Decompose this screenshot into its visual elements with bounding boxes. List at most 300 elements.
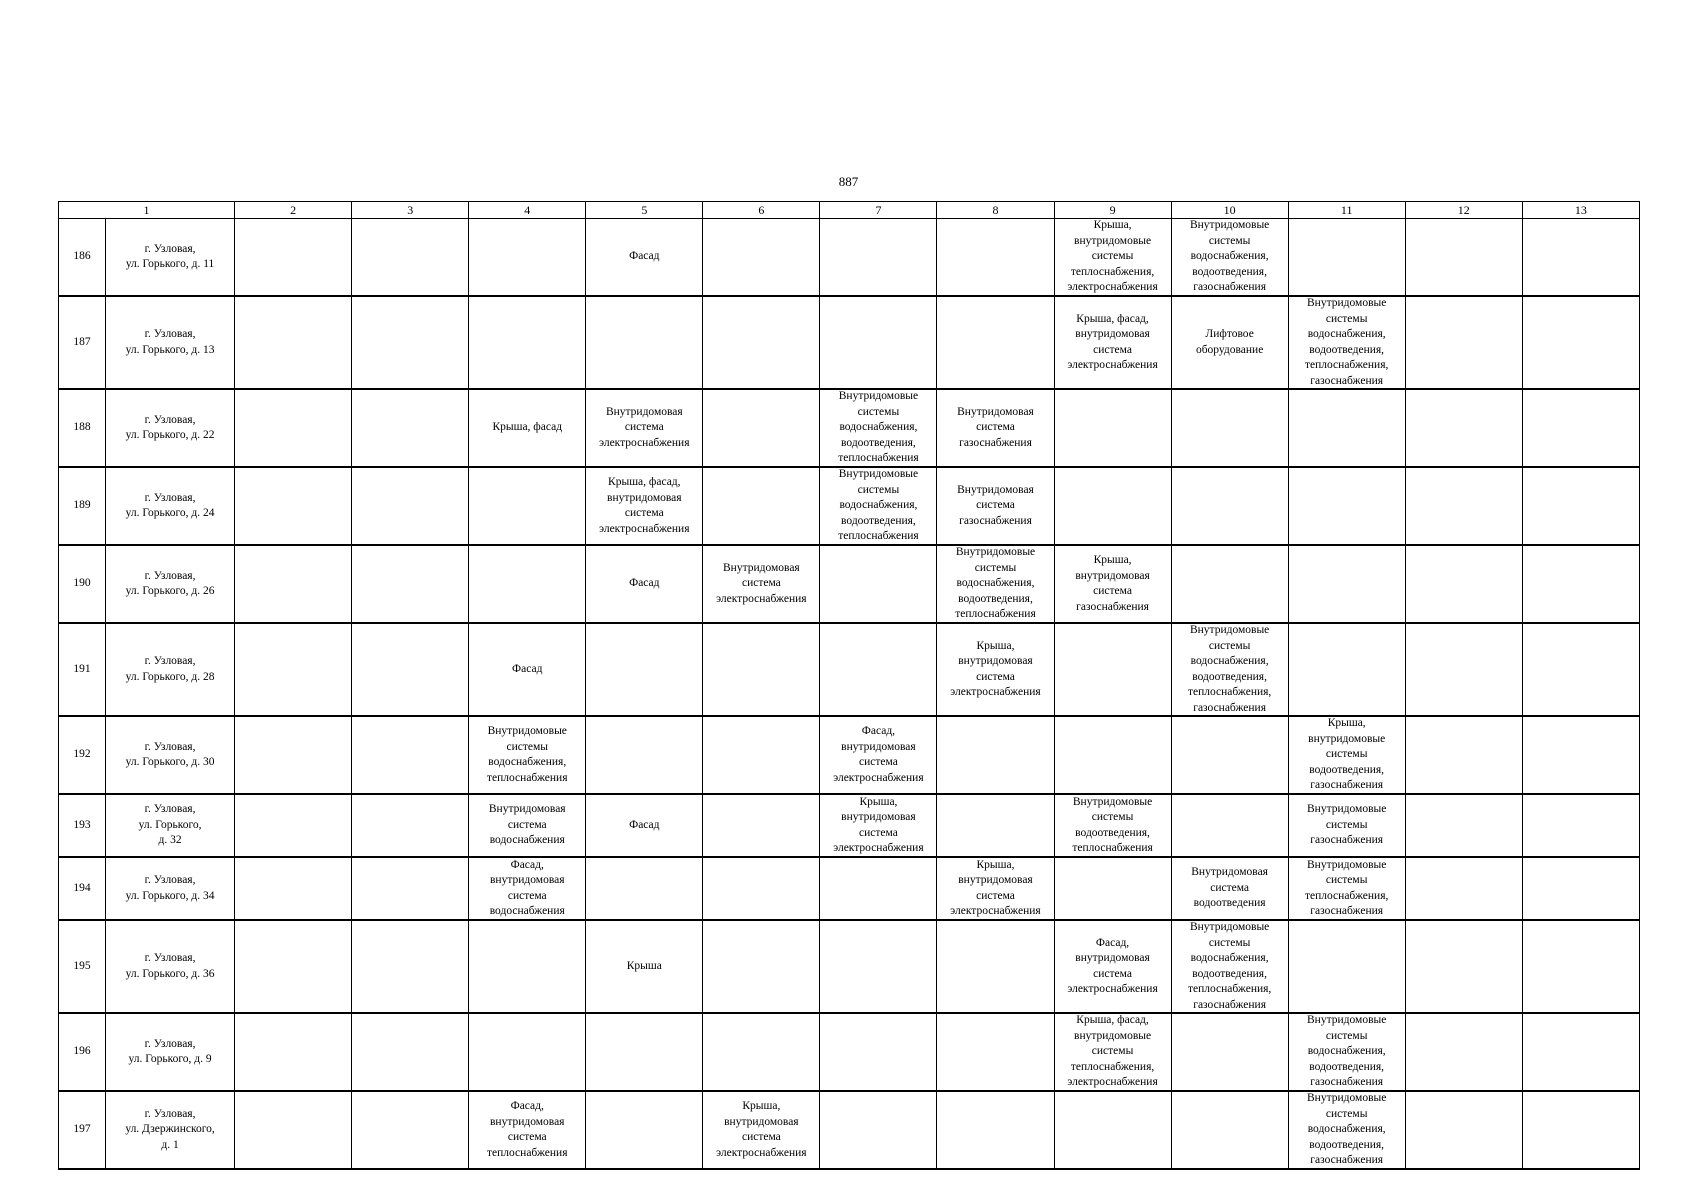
cell-text: Фасад — [512, 662, 543, 675]
work-cell-4 — [469, 920, 586, 1013]
cell-text: Внутридомовые системы водоснабжения, водоотведения, теплоснабжения — [838, 468, 919, 543]
work-text — [1174, 1014, 1286, 1090]
cell-text: г. Узловая, ул. Горького, д. 13 — [125, 328, 215, 356]
column-header-12: 12 — [1405, 202, 1522, 219]
work-cell-8 — [937, 1091, 1054, 1169]
work-cell-9 — [1054, 545, 1171, 623]
cell-text: 194 — [73, 881, 91, 894]
work-cell-2 — [235, 1013, 352, 1091]
work-text — [588, 297, 700, 388]
work-text — [588, 624, 700, 715]
work-text — [705, 219, 817, 295]
address-cell — [106, 467, 235, 545]
work-text — [705, 1014, 817, 1090]
work-text — [1291, 1014, 1403, 1090]
work-text — [588, 546, 700, 622]
work-cell-6 — [703, 794, 820, 857]
work-cell-11 — [1288, 857, 1405, 920]
work-cell-11 — [1288, 296, 1405, 389]
work-cell-12 — [1405, 219, 1522, 297]
work-text — [1408, 219, 1520, 295]
work-cell-6 — [703, 920, 820, 1013]
address-text — [108, 717, 232, 793]
work-text — [1525, 858, 1637, 919]
work-text — [1525, 1014, 1637, 1090]
work-text — [1525, 297, 1637, 388]
work-text — [939, 468, 1051, 544]
work-cell-5 — [586, 389, 703, 467]
work-cell-9 — [1054, 467, 1171, 545]
row-number-cell — [59, 1091, 106, 1169]
row-number-cell — [59, 920, 106, 1013]
work-cell-6 — [703, 296, 820, 389]
cell-text: 192 — [73, 748, 91, 761]
work-text — [1174, 1092, 1286, 1168]
work-cell-13 — [1522, 623, 1639, 716]
cell-text: 191 — [73, 662, 91, 675]
work-cell-5 — [586, 467, 703, 545]
row-number-cell — [59, 296, 106, 389]
work-text — [939, 390, 1051, 466]
work-cell-2 — [235, 857, 352, 920]
column-header-6: 6 — [703, 202, 820, 219]
work-text — [939, 1014, 1051, 1090]
work-text — [237, 858, 349, 919]
work-cell-8 — [937, 623, 1054, 716]
work-cell-3 — [352, 219, 469, 297]
work-text — [822, 219, 934, 295]
work-cell-9 — [1054, 1091, 1171, 1169]
work-cell-8 — [937, 467, 1054, 545]
cell-text: Крыша, внутридомовые системы водоотведения, газоснабжения — [1308, 717, 1386, 792]
work-cell-12 — [1405, 794, 1522, 857]
work-text — [1408, 1014, 1520, 1090]
cell-text: 196 — [73, 1045, 91, 1058]
work-cell-13 — [1522, 219, 1639, 297]
cell-text: Фасад, внутридомовая система электроснабжения — [1067, 936, 1158, 995]
work-cell-5 — [586, 623, 703, 716]
cell-text: г. Узловая, ул. Горького, д. 11 — [125, 242, 215, 270]
work-text — [705, 390, 817, 466]
work-text — [822, 858, 934, 919]
work-text — [822, 1092, 934, 1168]
cell-text: 189 — [73, 499, 91, 512]
work-text — [1525, 1092, 1637, 1168]
work-cell-10 — [1171, 920, 1288, 1013]
cell-text: 188 — [73, 421, 91, 434]
work-cell-4 — [469, 794, 586, 857]
work-text — [1408, 390, 1520, 466]
cell-text: г. Узловая, ул. Горького, д. 22 — [125, 413, 215, 441]
work-cell-9 — [1054, 219, 1171, 297]
work-cell-9 — [1054, 1013, 1171, 1091]
work-cell-7 — [820, 1013, 937, 1091]
table-row — [59, 389, 1640, 467]
work-cell-10 — [1171, 389, 1288, 467]
cell-text: Внутридомовая система электроснабжения — [716, 561, 807, 605]
work-cell-2 — [235, 1091, 352, 1169]
cell-text: г. Узловая, ул. Горького, д. 24 — [125, 491, 215, 519]
work-cell-9 — [1054, 794, 1171, 857]
work-text — [471, 795, 583, 856]
work-text — [939, 624, 1051, 715]
row-number-cell — [59, 716, 106, 794]
work-cell-7 — [820, 467, 937, 545]
work-text — [1057, 297, 1169, 388]
work-cell-10 — [1171, 1013, 1288, 1091]
work-cell-6 — [703, 716, 820, 794]
work-cell-13 — [1522, 296, 1639, 389]
work-text — [1057, 921, 1169, 1012]
work-text — [588, 1092, 700, 1168]
repair-schedule-table — [58, 201, 1640, 1170]
table-row — [59, 467, 1640, 545]
work-text — [1291, 1092, 1403, 1168]
work-cell-2 — [235, 219, 352, 297]
cell-text: Внутридомовые системы водоснабжения, теплоснабжения — [487, 725, 568, 784]
cell-text: г. Узловая, ул. Горького, д. 30 — [125, 740, 215, 768]
cell-text: Внутридомовые системы водоснабжения, водоотведения, газоснабжения — [1189, 219, 1270, 294]
row-number — [61, 1014, 103, 1090]
cell-text: Крыша, фасад, внутридомовая система электроснабжения — [1067, 312, 1158, 371]
cell-text: Внутридомовые системы водоотведения, теплоснабжения — [1072, 795, 1153, 854]
work-cell-13 — [1522, 716, 1639, 794]
work-cell-5 — [586, 716, 703, 794]
work-cell-11 — [1288, 716, 1405, 794]
work-cell-3 — [352, 389, 469, 467]
work-cell-8 — [937, 794, 1054, 857]
work-cell-4 — [469, 716, 586, 794]
work-cell-5 — [586, 545, 703, 623]
cell-text: Крыша, фасад, внутридомовая система электроснабжения — [599, 476, 690, 535]
work-cell-11 — [1288, 545, 1405, 623]
work-text — [705, 468, 817, 544]
work-cell-5 — [586, 857, 703, 920]
row-number-cell — [59, 545, 106, 623]
work-cell-6 — [703, 623, 820, 716]
work-cell-13 — [1522, 389, 1639, 467]
work-text — [354, 921, 466, 1012]
column-header-4: 4 — [469, 202, 586, 219]
work-cell-4 — [469, 857, 586, 920]
address-text — [108, 297, 232, 388]
work-text — [822, 795, 934, 856]
cell-text: Фасад — [629, 818, 660, 831]
work-cell-13 — [1522, 1091, 1639, 1169]
work-cell-5 — [586, 794, 703, 857]
work-cell-3 — [352, 296, 469, 389]
work-text — [354, 1092, 466, 1168]
work-cell-8 — [937, 1013, 1054, 1091]
work-text — [237, 468, 349, 544]
column-header-9: 9 — [1054, 202, 1171, 219]
work-cell-6 — [703, 1091, 820, 1169]
row-number — [61, 468, 103, 544]
work-text — [705, 858, 817, 919]
cell-text: Внутридомовая система газоснабжения — [957, 483, 1034, 527]
work-cell-3 — [352, 1013, 469, 1091]
work-text — [822, 921, 934, 1012]
work-text — [1408, 297, 1520, 388]
table-row — [59, 623, 1640, 716]
work-text — [471, 1014, 583, 1090]
work-cell-13 — [1522, 545, 1639, 623]
cell-text: Крыша, внутридомовые системы теплоснабжения, электроснабжения — [1067, 219, 1158, 294]
work-text — [1525, 219, 1637, 295]
column-header-8: 8 — [937, 202, 1054, 219]
cell-text: Крыша — [626, 959, 662, 972]
work-cell-9 — [1054, 920, 1171, 1013]
work-text — [1291, 219, 1403, 295]
cell-text: г. Узловая, ул. Горького, д. 34 — [125, 874, 215, 902]
row-number — [61, 390, 103, 466]
row-number — [61, 624, 103, 715]
work-cell-4 — [469, 545, 586, 623]
address-text — [108, 390, 232, 466]
work-cell-4 — [469, 389, 586, 467]
work-cell-3 — [352, 1091, 469, 1169]
address-cell — [106, 623, 235, 716]
work-text — [1525, 624, 1637, 715]
table-row — [59, 545, 1640, 623]
table-row — [59, 1091, 1640, 1169]
address-cell — [106, 794, 235, 857]
work-text — [588, 795, 700, 856]
column-header-5: 5 — [586, 202, 703, 219]
work-cell-9 — [1054, 857, 1171, 920]
column-header-1: 1 — [59, 202, 235, 219]
work-text — [471, 546, 583, 622]
work-cell-10 — [1171, 545, 1288, 623]
column-header-13: 13 — [1522, 202, 1639, 219]
work-text — [1174, 546, 1286, 622]
row-number-cell — [59, 389, 106, 467]
work-text — [1291, 795, 1403, 856]
work-cell-7 — [820, 857, 937, 920]
table-row — [59, 219, 1640, 297]
work-cell-12 — [1405, 545, 1522, 623]
work-cell-6 — [703, 1013, 820, 1091]
work-cell-5 — [586, 296, 703, 389]
work-text — [1408, 795, 1520, 856]
work-text — [705, 1092, 817, 1168]
work-text — [1057, 219, 1169, 295]
work-text — [1174, 390, 1286, 466]
work-cell-3 — [352, 857, 469, 920]
work-cell-4 — [469, 623, 586, 716]
address-cell — [106, 857, 235, 920]
work-cell-2 — [235, 296, 352, 389]
work-text — [588, 858, 700, 919]
cell-text: Внутридомовые системы водоснабжения, водоотведения, теплоснабжения — [955, 546, 1036, 621]
work-cell-3 — [352, 623, 469, 716]
work-text — [939, 858, 1051, 919]
work-cell-4 — [469, 219, 586, 297]
work-text — [1408, 1092, 1520, 1168]
work-text — [1174, 717, 1286, 793]
work-cell-10 — [1171, 296, 1288, 389]
work-text — [354, 390, 466, 466]
cell-text: Внутридомовая система электроснабжения — [599, 405, 690, 449]
cell-text: г. Узловая, ул. Дзержинского, д. 1 — [125, 1107, 215, 1151]
work-cell-3 — [352, 467, 469, 545]
work-text — [237, 546, 349, 622]
work-cell-12 — [1405, 296, 1522, 389]
cell-text: Фасад, внутридомовая система водоснабжения — [489, 858, 565, 917]
work-cell-13 — [1522, 920, 1639, 1013]
work-cell-3 — [352, 794, 469, 857]
work-cell-11 — [1288, 794, 1405, 857]
cell-text: 195 — [73, 959, 91, 972]
work-text — [354, 717, 466, 793]
table-row — [59, 296, 1640, 389]
work-text — [237, 390, 349, 466]
cell-text: 186 — [73, 250, 91, 263]
work-text — [471, 219, 583, 295]
work-cell-8 — [937, 716, 1054, 794]
work-text — [588, 468, 700, 544]
work-cell-2 — [235, 389, 352, 467]
cell-text: Крыша, внутридомовая система электроснабжения — [716, 1100, 807, 1159]
address-text — [108, 219, 232, 295]
work-text — [1174, 468, 1286, 544]
work-cell-6 — [703, 857, 820, 920]
work-text — [1408, 858, 1520, 919]
cell-text: Крыша, внутридомовая система электроснабжения — [950, 858, 1041, 917]
column-header-3: 3 — [352, 202, 469, 219]
work-cell-11 — [1288, 623, 1405, 716]
work-cell-9 — [1054, 716, 1171, 794]
work-text — [822, 390, 934, 466]
work-text — [237, 1014, 349, 1090]
row-number-cell — [59, 623, 106, 716]
cell-text: Лифтовое оборудование — [1195, 328, 1264, 356]
work-cell-10 — [1171, 623, 1288, 716]
work-cell-5 — [586, 920, 703, 1013]
row-number — [61, 795, 103, 856]
work-text — [588, 717, 700, 793]
work-cell-12 — [1405, 1013, 1522, 1091]
work-cell-8 — [937, 219, 1054, 297]
page-number: 887 — [838, 174, 859, 189]
cell-text: 187 — [73, 335, 91, 348]
work-cell-4 — [469, 1091, 586, 1169]
work-text — [237, 297, 349, 388]
cell-text: Крыша, внутридомовая система электроснабжения — [833, 795, 924, 854]
address-cell — [106, 1013, 235, 1091]
work-cell-13 — [1522, 1013, 1639, 1091]
work-text — [705, 546, 817, 622]
work-cell-4 — [469, 1013, 586, 1091]
table-row — [59, 1013, 1640, 1091]
cell-text: Внутридомовые системы водоснабжения, водоотведения, газоснабжения — [1307, 1014, 1387, 1089]
work-text — [705, 921, 817, 1012]
work-text — [1057, 858, 1169, 919]
work-cell-11 — [1288, 1013, 1405, 1091]
work-cell-12 — [1405, 716, 1522, 794]
table-row — [59, 716, 1640, 794]
work-text — [1174, 858, 1286, 919]
work-text — [237, 1092, 349, 1168]
work-cell-12 — [1405, 1091, 1522, 1169]
work-text — [237, 624, 349, 715]
work-cell-8 — [937, 389, 1054, 467]
row-number — [61, 717, 103, 793]
work-cell-12 — [1405, 857, 1522, 920]
address-cell — [106, 389, 235, 467]
cell-text: Фасад — [629, 250, 660, 263]
work-text — [1408, 468, 1520, 544]
work-text — [1174, 624, 1286, 715]
work-text — [939, 717, 1051, 793]
work-text — [237, 795, 349, 856]
row-number — [61, 1092, 103, 1168]
work-text — [939, 297, 1051, 388]
work-text — [1525, 468, 1637, 544]
work-cell-9 — [1054, 389, 1171, 467]
cell-text: Внутридомовые системы теплоснабжения, газоснабжения — [1305, 858, 1389, 917]
work-cell-3 — [352, 716, 469, 794]
table-row — [59, 857, 1640, 920]
work-cell-8 — [937, 857, 1054, 920]
work-cell-7 — [820, 794, 937, 857]
column-header-10: 10 — [1171, 202, 1288, 219]
work-text — [822, 468, 934, 544]
work-text — [822, 624, 934, 715]
cell-text: 197 — [73, 1123, 91, 1136]
cell-text: Внутридомовая система водоснабжения — [488, 803, 566, 847]
row-number-cell — [59, 219, 106, 297]
work-text — [1057, 795, 1169, 856]
cell-text: Внутридомовые системы газоснабжения — [1307, 803, 1387, 847]
work-text — [1174, 921, 1286, 1012]
work-text — [1174, 795, 1286, 856]
work-text — [354, 624, 466, 715]
work-cell-13 — [1522, 794, 1639, 857]
cell-text: Внутридомовые системы водоснабжения, водоотведения, теплоснабжения — [838, 390, 919, 465]
work-text — [471, 858, 583, 919]
work-text — [471, 624, 583, 715]
work-text — [822, 297, 934, 388]
work-text — [1291, 921, 1403, 1012]
work-cell-11 — [1288, 219, 1405, 297]
cell-text: г. Узловая, ул. Горького, д. 26 — [125, 569, 215, 597]
work-cell-2 — [235, 545, 352, 623]
work-text — [939, 1092, 1051, 1168]
work-text — [705, 795, 817, 856]
work-cell-6 — [703, 389, 820, 467]
cell-text: г. Узловая, ул. Горького, д. 36 — [125, 952, 215, 980]
work-text — [588, 219, 700, 295]
row-number-cell — [59, 857, 106, 920]
work-cell-7 — [820, 389, 937, 467]
work-cell-13 — [1522, 467, 1639, 545]
work-text — [1057, 390, 1169, 466]
work-cell-2 — [235, 794, 352, 857]
work-text — [354, 468, 466, 544]
work-text — [1291, 390, 1403, 466]
row-number — [61, 297, 103, 388]
work-text — [1291, 858, 1403, 919]
work-cell-6 — [703, 467, 820, 545]
address-cell — [106, 1091, 235, 1169]
work-text — [1057, 1014, 1169, 1090]
work-cell-10 — [1171, 857, 1288, 920]
work-cell-5 — [586, 219, 703, 297]
work-text — [237, 717, 349, 793]
work-text — [1291, 624, 1403, 715]
row-number-cell — [59, 1013, 106, 1091]
